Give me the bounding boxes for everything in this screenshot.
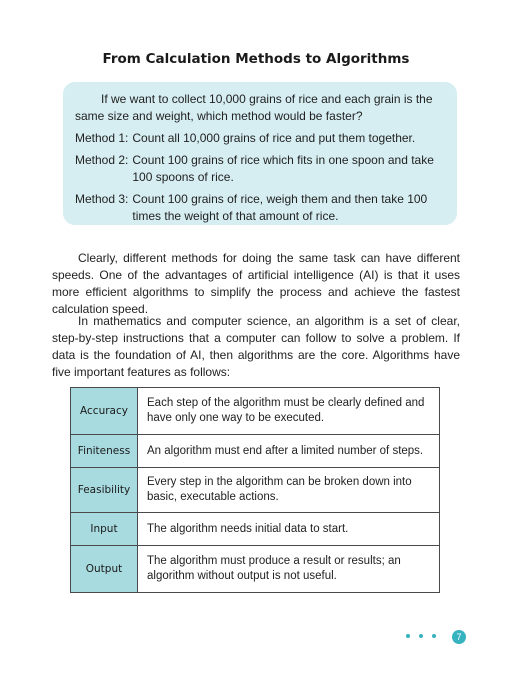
feature-term: Output <box>71 546 138 593</box>
method-text: Count 100 grains of rice which fits in one spoon and take 100 spoons of rice. <box>132 153 434 184</box>
body-paragraph: In mathematics and computer science, an algorithm is a set of clear, step-by-step instructions that a computer can follow to solve a problem. If data is the foundation of AI, then algorithms are the core. Algorithms have five important features as follows: <box>52 314 460 379</box>
page-title: From Calculation Methods to Algorithms <box>102 51 410 67</box>
feature-term: Finiteness <box>71 435 138 468</box>
method-item <box>75 152 445 186</box>
question-callout <box>63 82 457 225</box>
body-paragraph: Clearly, different methods for doing the same task can have different speeds. One of the advantages of artificial intelligence (AI) is that it uses more efficient algorithms to simplify the process and achieve the fastest calculation speed. <box>52 251 460 316</box>
method-label: Method 3: <box>75 192 129 206</box>
method-item <box>75 130 445 147</box>
callout-intro: If we want to collect 10,000 grains of rice and each grain is the same size and weight, which method would be faster? <box>75 92 433 123</box>
table-row <box>71 546 440 593</box>
dot-icon <box>406 634 410 638</box>
feature-description: Each step of the algorithm must be clearly defined and have only one way to be executed. <box>138 388 440 435</box>
feature-term: Accuracy <box>71 388 138 435</box>
dot-icon <box>432 634 436 638</box>
feature-description: Every step in the algorithm can be broken down into basic, executable actions. <box>138 468 440 513</box>
features-table <box>70 387 440 593</box>
method-label: Method 2: <box>75 153 129 167</box>
feature-term: Input <box>71 513 138 546</box>
table-row <box>71 513 440 546</box>
dot-icon <box>419 634 423 638</box>
table-row <box>71 388 440 435</box>
table-row <box>71 435 440 468</box>
method-label: Method 1: <box>75 131 129 145</box>
feature-description: An algorithm must end after a limited number of steps. <box>138 435 440 468</box>
feature-description: The algorithm must produce a result or results; an algorithm without output is not useful. <box>138 546 440 593</box>
page-number: 7 <box>452 630 466 644</box>
method-text: Count 100 grains of rice, weigh them and then take 100 times the weight of that amount of rice. <box>132 192 428 223</box>
method-item <box>75 191 445 225</box>
table-row <box>71 468 440 513</box>
method-text: Count all 10,000 grains of rice and put them together. <box>132 131 416 145</box>
feature-term: Feasibility <box>71 468 138 513</box>
footer-dots <box>406 634 436 638</box>
feature-description: The algorithm needs initial data to start. <box>138 513 440 546</box>
